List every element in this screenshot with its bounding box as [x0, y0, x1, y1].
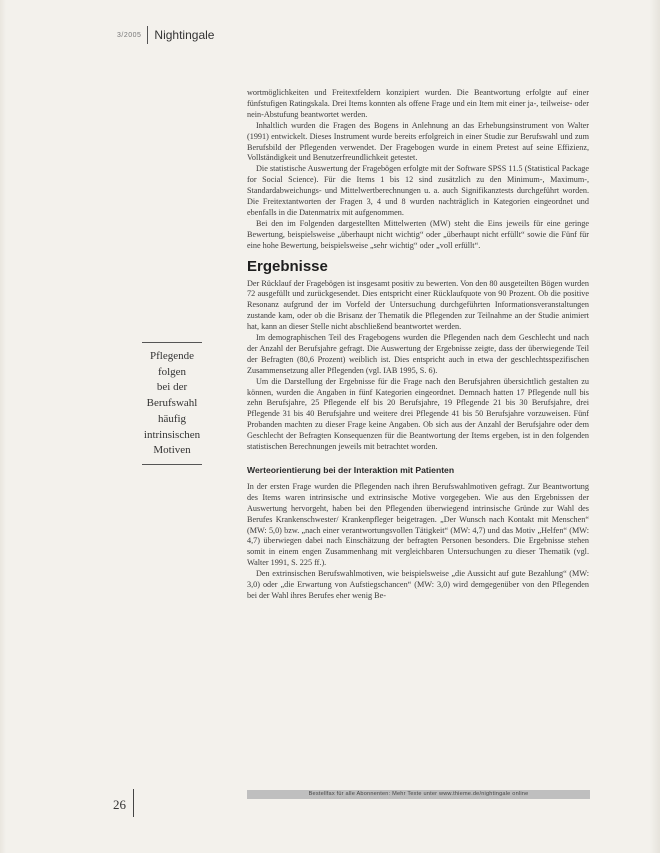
pull-quote-line: Motiven	[153, 444, 191, 457]
pull-quote-line: intrinsischen	[143, 428, 201, 441]
issue-number: 3/2005	[117, 31, 142, 39]
footer-banner: Bestellfax für alle Abonnenten: Mehr Texte unter www.thieme.de/nightingale online	[247, 790, 590, 799]
section-heading-results: Ergebnisse	[247, 257, 328, 275]
body-paragraph: Inhaltlich wurden die Fragen des Bogens in Anlehnung an das Erhebungsinstrument von Walter (1991) entwickelt. Dieses Instrument wurde bereits erfolgreich in einer Studie zur Berufswahl und zum Berufsbild der Pflegenden verwendet. Der Fragebogen wurde in einem Pretest auf seine Effizienz, Vollständigkeit und Benutzerfreundlichkeit getestet.	[247, 120, 589, 163]
body-paragraph: Bei den im Folgenden dargestellten Mittelwerten (MW) steht die Eins jeweils für eine geringe Bewertung, beispielsweise „überhaupt nicht wichtig“ oder „überhaupt nicht erfüllt“ sowie die Fünf für eine hohe Bewertung, beispielsweise „sehr wichtig“ oder „voll erfüllt“.	[247, 218, 589, 250]
body-paragraph: In der ersten Frage wurden die Pflegenden nach ihren Berufswahlmotiven gefragt. Zur Beantwortung des Items waren intrinsische und extrinsische Motive vorgegeben. Wie aus den Ergebnissen der Auswertung hervorgeht, haben bei den Pflegenden überwiegend intrinsische Gründe zur Wahl des Berufes Krankenschwester/ Krankenpfleger beigetragen. „Der Wunsch nach Kontakt mit Menschen“ (MW: 5,0) bzw. „nach einer verantwortungsvollen Tätigkeit“ (MW: 4,7) und das Motiv „Helfen“ (MW: 4,7) überwiegen dabei nach Einschätzung der befragten Personen besonders. Die Ergebnisse stehen somit in einem engen Zusammenhang mit vergleichbaren Untersuchungen zu dieser Thematik (vgl. Walter 1991, S. 225 ff.).	[247, 481, 589, 568]
body-paragraph: Der Rücklauf der Fragebögen ist insgesamt positiv zu bewerten. Von den 80 ausgeteilten Bögen wurden 72 ausgefüllt und zurückgesendet. Dies entspricht einer Rücklaufquote von 90 Prozent. Ob die positive Resonanz aufgrund der im Vorfeld der Untersuchung durchgeführten Informationsveranstaltungen zustande kam, oder ob die Brisanz der Thematik die Pflegenden zur Teilnahme an der Studie animiert hat, kann an dieser Stelle nicht abschließend beantwortet werden.	[247, 278, 589, 332]
body-paragraph: wortmöglichkeiten und Freitextfeldern konzipiert wurden. Die Beantwortung erfolgte auf einer fünfstufigen Ratingskala. Drei Items konnten als offene Frage und ein Item mit einer ja-, teilweise- oder nein-Abstufung beantwortet werden.	[247, 88, 589, 119]
body-paragraph: Die statistische Auswertung der Fragebögen erfolgte mit der Software SPSS 11.5 (Statistical Package for Social Science). Für die Items 1 bis 12 sind zusätzlich zu den Minimum-, Maximum-, Standardabweichungs- und Mittelwertberechnungen u. a. auch Signifikanztests durchgeführt worden. Die Freitextantworten der Fragen 3, 4 und 8 wurden nachträglich in Kategorien eingeordnet und ebenfalls in die Datenmatrix mit aufgenommen.	[247, 164, 589, 217]
pull-quote-line: Pflegende folgen	[150, 350, 194, 378]
body-paragraph: Um die Darstellung der Ergebnisse für die Frage nach den Berufsjahren übersichtlich gestalten zu können, wurden die Angaben in fünf Kategorien eingeordnet. Demnach hatten 17 Pflegende null bis zehn Berufsjahre, 25 Pflegende elf bis 20 Berufsjahre, 19 Pflegende 21 bis 30 Berufsjahre, drei Pflegende 31 bis 40 Berufsjahre und weitere drei Pflegende 41 bis 50 Berufsjahre vorzuweisen. Fünf Probanden machten zu dieser Frage keine Angaben. Ob sich aus der Anzahl der Berufsjahre oder dem Geschlecht der Befragten Konsequenzen für die Beantwortung der Items ergeben, ist in den folgenden statistischen Berechnungen jeweils mit betrachtet worden.	[247, 376, 589, 452]
header-divider	[147, 26, 148, 44]
footer-divider	[133, 789, 134, 817]
page-number: 26	[113, 797, 126, 812]
body-paragraph: Im demographischen Teil des Fragebogens wurden die Pflegenden nach dem Geschlecht und nach der Anzahl der Berufsjahre gefragt. Die Auswertung der Ergebnisse zeigte, dass der überwiegende Teil der Befragten (80,6 Prozent) weiblich ist. Dies entspricht auch in etwa der geschlechtsspezifischen Zusammensetzung aller Pflegenden (vgl. IAB 1995, S. 6).	[247, 333, 589, 375]
pull-quote-bottom-rule	[142, 464, 202, 465]
running-header	[117, 24, 214, 46]
pull-quote-line: Berufswahl	[146, 397, 198, 410]
subsection-heading: Werteorientierung bei der Interaktion mit Patienten	[247, 465, 455, 475]
article-body	[247, 88, 589, 602]
body-paragraph: Den extrinsischen Berufswahlmotiven, wie beispielsweise „die Aussicht auf gute Bezahlung“ (MW: 3,0) oder „die Erwartung von Aufstiegschancen“ (MW: 3,0) wird demgegenüber von den Pflegenden bei der Wahl ihres Berufes eher wenig Be-	[247, 569, 589, 600]
pull-quote-top-rule	[142, 342, 202, 343]
journal-title: Nightingale	[154, 28, 215, 42]
pull-quote-line: häufig	[157, 412, 187, 425]
pull-quote	[136, 342, 208, 465]
pull-quote-line: bei der	[156, 381, 188, 394]
